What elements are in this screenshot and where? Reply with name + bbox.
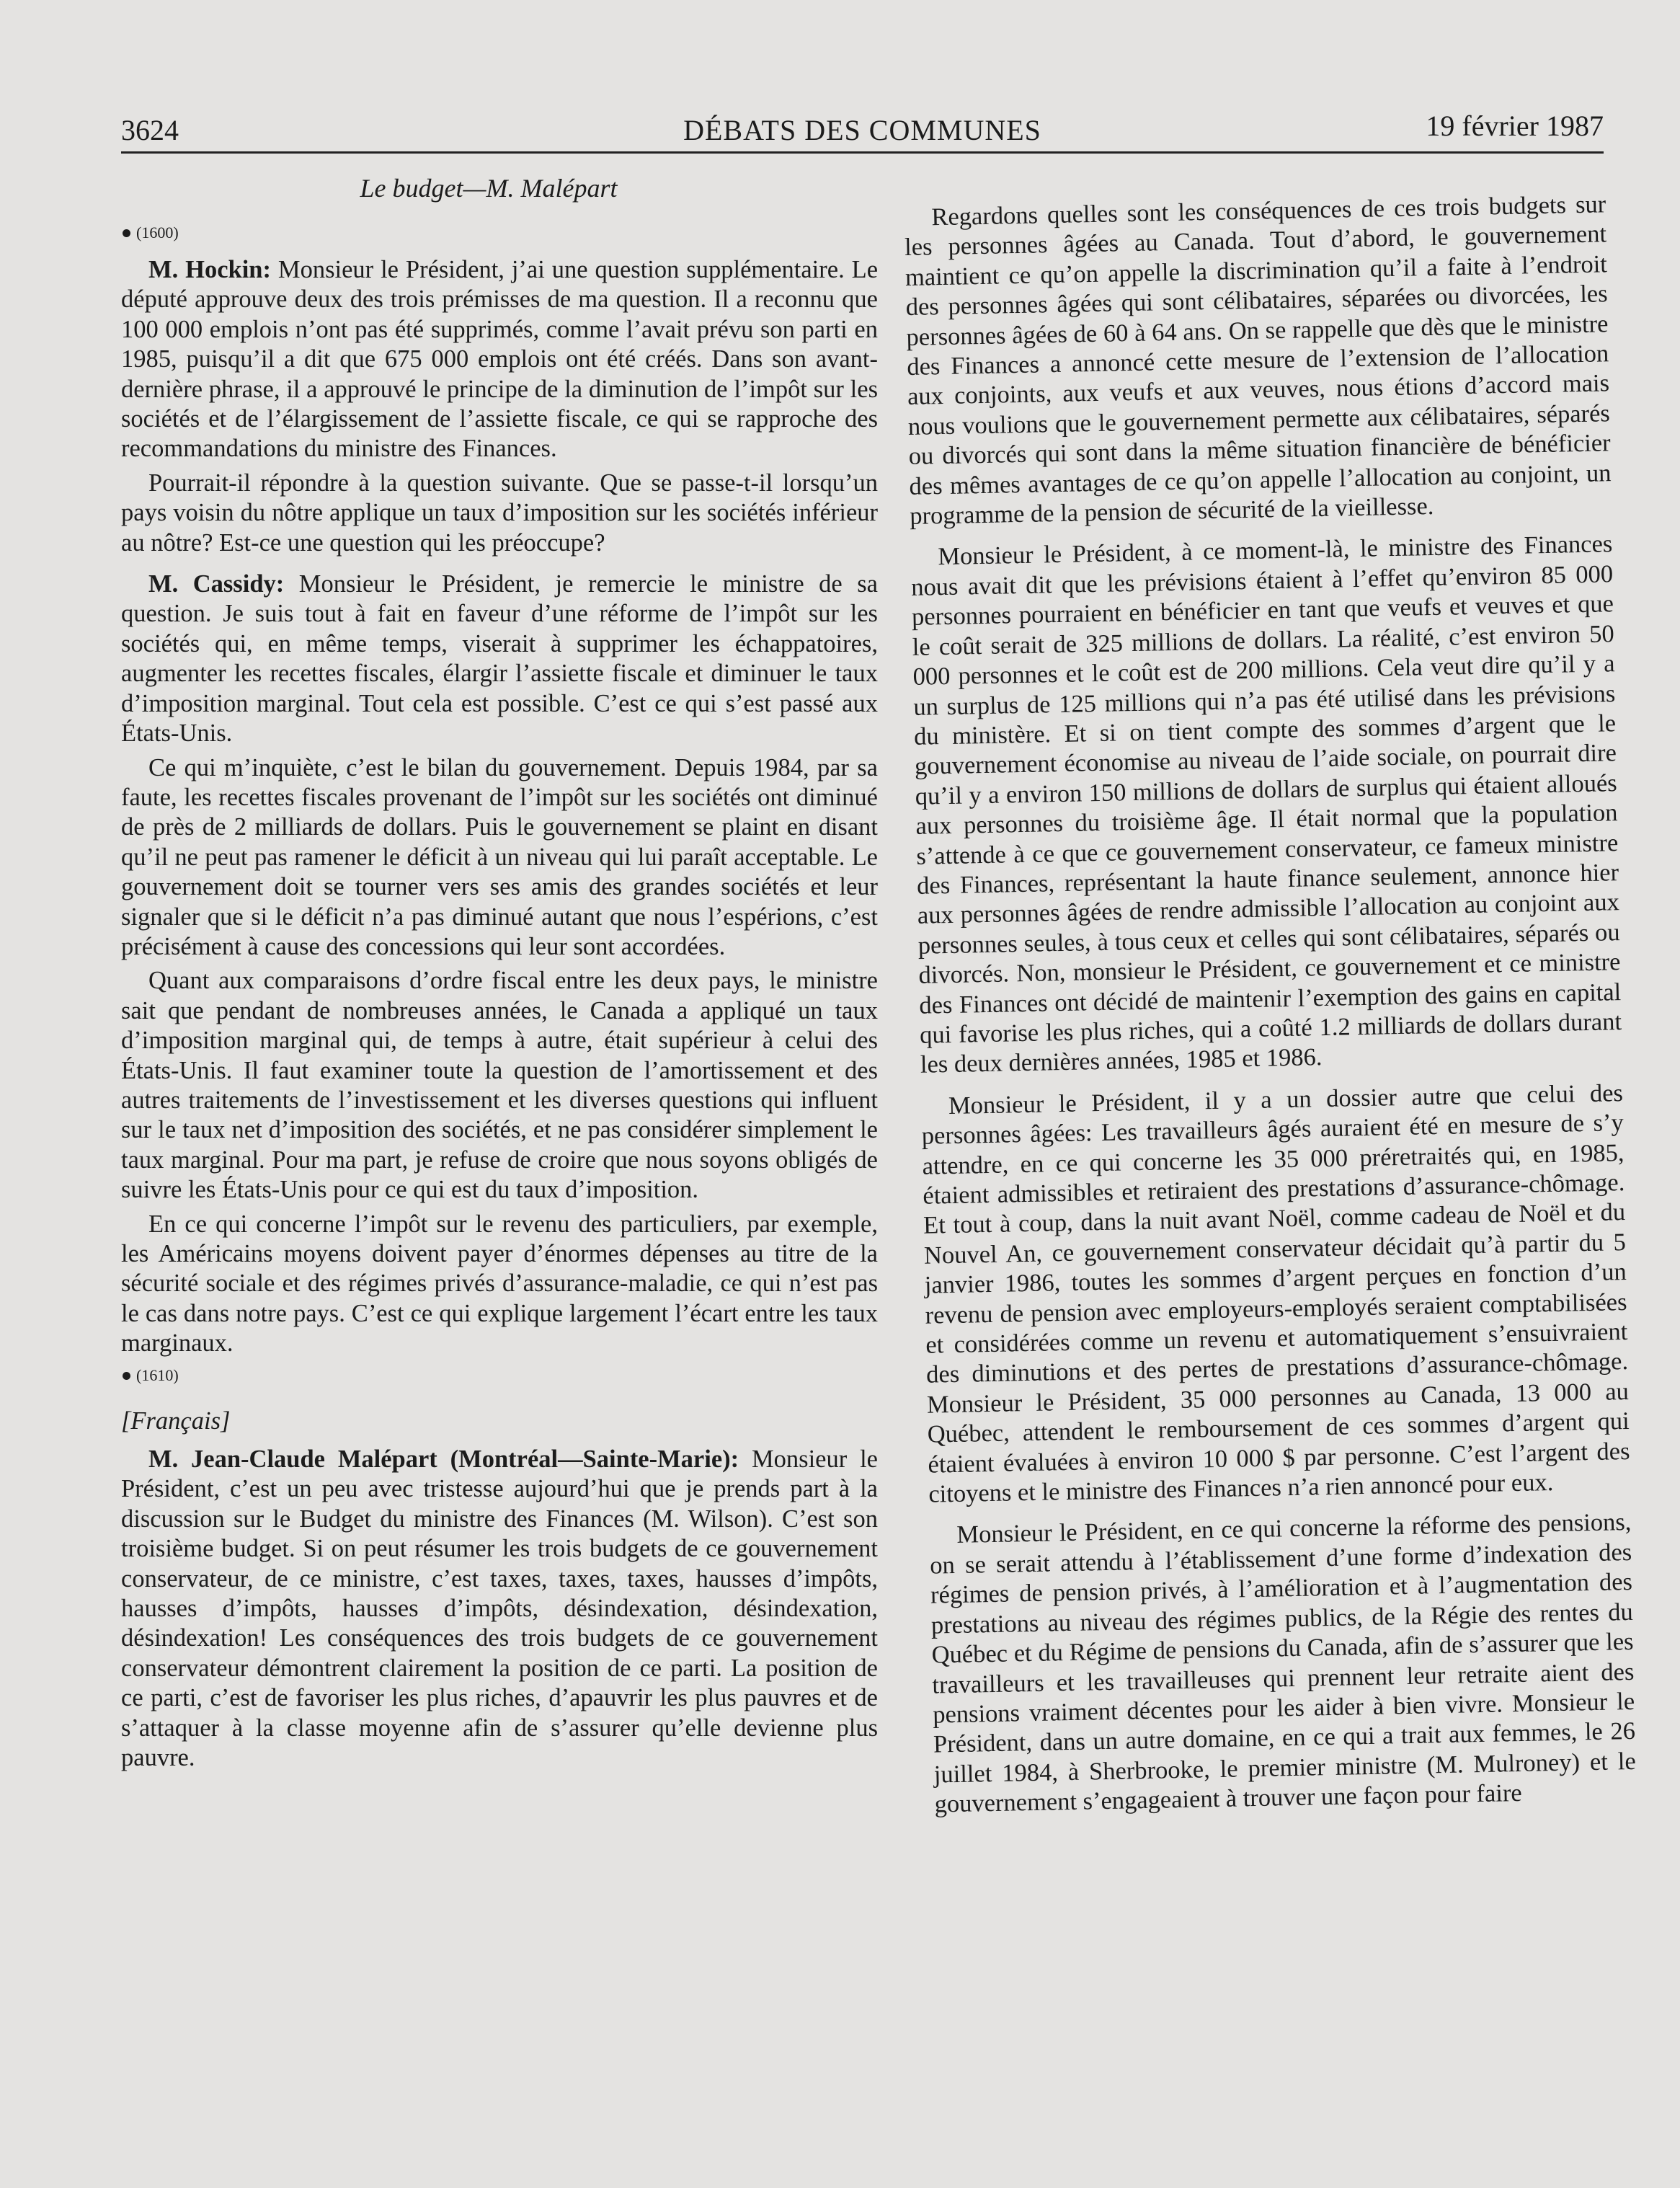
issue-date: 19 février 1987 <box>1426 110 1604 142</box>
section-heading: Le budget—M. Malépart <box>360 174 618 203</box>
paragraph: Monsieur le Président, à ce moment-là, le ministre des Finances nous avait dit que les prévisions étaient à l’effet qu’environ 85 000 personnes pourraient en bénéficier en tant que veufs et veuves et que le coût serait de 325 millions de dollars. La réalité, c’est environ 50 000 personnes et le coût est de 200 millions. Cela veut dire qu’il y a un surplus de 125 millions qui n’a pas été utilisé dans les prévisions du ministère. Et si on tient compte des sommes d’argent que le gouvernement économise au niveau de l’aide sociale, on pourrait dire qu’il y a environ 150 millions de dollars de surplus qui étaient alloués aux personnes du troisième âge. Il était normal que la population s’attende à ce que ce gouvernement conservateur, ce fameux ministre des Finances, représentant la haute finance seulement, annonce hier aux personnes âgées de rendre admissible l’allocation au conjoint aux personnes seules, à tous ceux et celles qui sont célibataires, séparés ou divorcés. Non, monsieur le Président, ce gouvernement et ce ministre des Finances ont décidé de maintenir l’exemption des gains en capital qui favorise les plus riches, qui a coûté 1.2 milliards de dollars durant les deux dernières années, 1985 et 1986. <box>910 530 1622 1079</box>
journal-title: DÉBATS DES COMMUNES <box>683 114 1041 146</box>
speaker-name: M. Hockin: <box>148 256 271 283</box>
paragraph: En ce qui concerne l’impôt sur le revenu des particuliers, par exemple, les Américains moyens doivent payer d’énormes dépenses au titre de la sécurité sociale et des régimes privés d’assurance-maladie, ce qui n’est pas le cas dans notre pays. C’est ce qui explique largement l’écart entre les taux marginaux. <box>121 1210 878 1357</box>
paragraph: Pourrait-il répondre à la question suivante. Que se passe-t-il lorsqu’un pays voisin du nôtre applique un taux d’imposition sur les sociétés inférieur au nôtre? Est-ce une question qui les préoccupe? <box>121 469 878 557</box>
time-marker <box>121 222 878 244</box>
paragraph-text: Monsieur le Président, c’est un peu avec tristesse aujourd’hui que je prends part à la discussion sur le Budget du ministre des Finances (M. Wilson). C’est son troisième budget. Si on peut résumer les trois budgets de ce gouvernement conservateur, de ce ministre, c’est taxes, taxes, taxes, hausses d’impôts, hausses d’impôts, hausses d’impôts, désindexation, désindexation, désindexation! Les conséquences des trois budgets de ce gouvernement conservateur démontrent clairement la position de ce parti. La position de ce parti, c’est de favoriser les plus riches, d’apauvrir les plus pauvres et de s’attaquer à la classe moyenne afin de s’assurer qu’elle devienne plus pauvre. <box>121 1445 878 1772</box>
paragraph <box>121 1445 878 1773</box>
language-note: [Français] <box>121 1407 231 1435</box>
paragraph <box>121 255 878 464</box>
paragraph: Regardons quelles sont les conséquences de ces trois budgets sur les personnes âgées au Canada. Tout d’abord, le gouvernement maintient ce qu’on appelle la discrimination qu’il a faite à l’endroit des personnes âgées qui sont célibataires, séparées ou divorcées, les personnes âgées de 60 à 64 ans. On se rappelle que dès que le ministre des Finances a annoncé cette mesure de l’extension de l’allocation aux conjoints, aux veufs et aux veuves, nous étions d’accord mais nous voulions que le gouvernement permette aux célibataires, séparés ou divorcés qui sont dans la même situation financière de bénéficier des mêmes avantages de ce qu’on appelle l’allocation au conjoint, un programme de la pension de sécurité de la vieillesse. <box>904 190 1612 530</box>
paragraph: Quant aux comparaisons d’ordre fiscal entre les deux pays, le ministre sait que pendant de nombreuses années, le Canada a appliqué un taux d’imposition marginal qui, de temps à autre, était supérieur à celui des États-Unis. Il faut examiner toute la question de l’amortissement et des autres traitements de l’investissement et les diverses questions qui influent sur le taux net d’imposition des sociétés, et ne pas considérer simplement le taux marginal. Pour ma part, je refuse de croire que nous soyons obligés de suivre les États-Unis pour ce qui est du taux d’imposition. <box>121 967 878 1204</box>
running-head <box>121 108 1604 154</box>
paragraph-text: Monsieur le Président, je remercie le ministre de sa question. Je suis tout à fait en faveur d’une réforme de l’impôt sur les sociétés qui, en même temps, viserait à supprimer les échappatoires, augmenter les recettes fiscales, élargir l’assiette fiscale et diminuer le taux d’imposition marginal. Tout cela est possible. C’est ce qui s’est passé aux États-Unis. <box>121 570 878 748</box>
page-number: 3624 <box>121 114 179 146</box>
right-column <box>904 190 1637 1820</box>
paragraph: Monsieur le Président, il y a un dossier autre que celui des personnes âgées: Les travailleurs âgés auraient été en mesure de s’y attendre, en ce qui concerne les 35 000 préretraités qui, en 1985, étaient admissibles et retiraient des prestations d’assurance-chômage. Et tout à coup, dans la nuit avant Noël, comme cadeau de Noël et du Nouvel An, ce gouvernement conservateur décidait qu’à partir du 5 janvier 1986, toutes les sommes d’argent perçues en fonction d’un revenu de pension avec employeurs-employés seraient comptabilisées et considérées comme un revenu et automatiquement s’ensuivraient des diminutions et des pertes de prestations d’assurance-chômage. Monsieur le Président, 35 000 personnes au Canada, 13 000 au Québec, attendent le remboursement de ces sommes d’argent qui étaient évaluées à environ 10 000 $ par personne. C’est l’argent des citoyens et le ministre des Finances n’a rien annoncé pour eux. <box>921 1079 1630 1508</box>
time-marker <box>121 1365 878 1386</box>
left-column <box>121 216 878 1773</box>
paragraph <box>121 570 878 748</box>
bullet-icon <box>123 229 130 237</box>
speaker-name: M. Jean-Claude Malépart (Montréal—Sainte-Marie): <box>148 1445 739 1474</box>
bullet-icon <box>123 1372 130 1380</box>
paragraph: Ce qui m’inquiète, c’est le bilan du gouvernement. Depuis 1984, par sa faute, les recettes fiscales provenant de l’impôt sur les sociétés ont diminué de près de 2 milliards de dollars. Puis le gouvernement se plaint en disant qu’il ne peut pas ramener le déficit à un niveau qui lui paraît acceptable. Le gouvernement doit se tourner vers ses amis des grandes sociétés et leur signaler que si le déficit n’a pas diminué autant que nous l’espérions, c’est précisément à cause des concessions qui leur sont accordées. <box>121 753 878 960</box>
time-marker-text: (1600) <box>136 223 179 242</box>
speaker-name: M. Cassidy: <box>148 570 285 598</box>
paragraph: Monsieur le Président, en ce qui concerne la réforme des pensions, on se serait attendu à l’établissement d’une forme d’indexation des régimes de pension privés, à l’amélioration et à l’augmentation des prestations au niveau des régimes publics, de la Régie des rentes du Québec et du Régime de pensions du Canada, afin de s’assurer que les travailleurs et les travailleuses qui prennent leur retraite aient des pensions vraiment décentes pour les aider à bien vivre. Monsieur le Président, dans un autre domaine, en ce qui a trait aux femmes, le 26 juillet 1984, à Sherbrooke, le premier ministre (M. Mulroney) et le gouvernement s’engageaient à trouver une façon pour faire <box>929 1508 1637 1818</box>
time-marker-text: (1610) <box>136 1365 179 1384</box>
paragraph-text: Monsieur le Président, j’ai une question supplémentaire. Le député approuve deux des trois prémisses de ma question. Il a reconnu que 100 000 emplois n’ont pas été supprimés, comme l’avait prévu son parti en 1985, puisqu’il a dit que 675 000 emplois ont été créés. Dans son avant-dernière phrase, il a approuvé le principe de la diminution de l’impôt sur les sociétés et de l’élargissement de l’assiette fiscale, ce qui se rapproche des recommandations du ministre des Finances. <box>121 256 879 463</box>
